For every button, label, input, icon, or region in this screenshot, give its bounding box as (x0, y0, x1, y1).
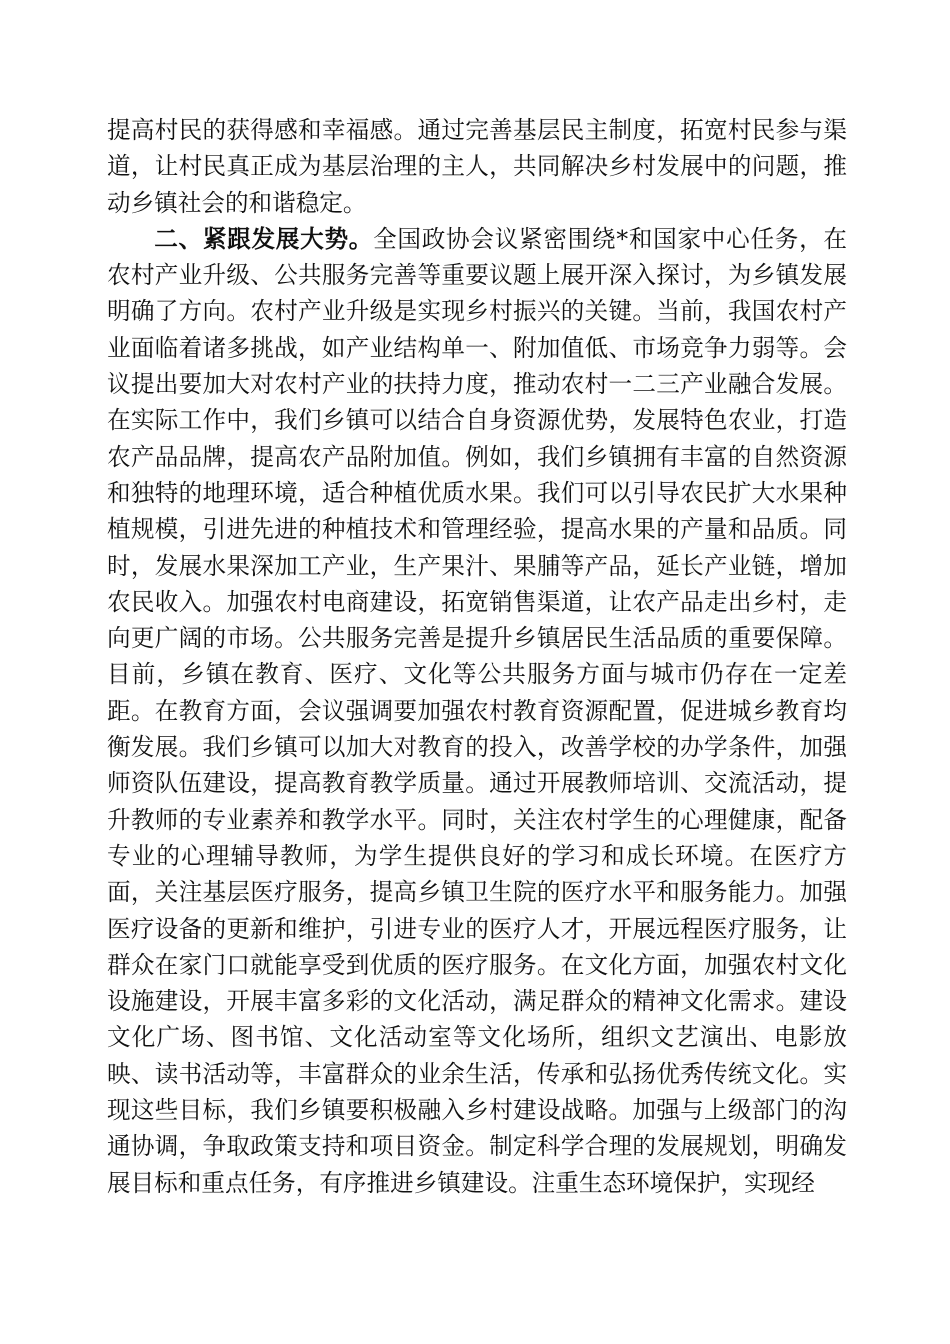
section-heading: 二、紧跟发展大势。 (154, 224, 374, 253)
paragraph-section-2 (107, 221, 847, 1201)
document-body (107, 112, 847, 1201)
paragraph-continuation (107, 112, 847, 221)
paragraph-text: 提高村民的获得感和幸福感。通过完善基层民主制度，拓宽村民参与渠道，让村民真正成为基层治理的主人，共同解决乡村发展中的问题，推动乡镇社会的和谐稳定。 (107, 116, 847, 217)
paragraph-text: 全国政协会议紧密围绕*和国家中心任务，在农村产业升级、公共服务完善等重要议题上展开深入探讨，为乡镇发展明确了方向。农村产业升级是实现乡村振兴的关键。当前，我国农村产业面临着诸多挑战，如产业结构单一、附加值低、市场竞争力弱等。会议提出要加大对农村产业的扶持力度，推动农村一二三产业融合发展。在实际工作中，我们乡镇可以结合自身资源优势，发展特色农业，打造农产品品牌，提高农产品附加值。例如，我们乡镇拥有丰富的自然资源和独特的地理环境，适合种植优质水果。我们可以引导农民扩大水果种植规模，引进先进的种植技术和管理经验，提高水果的产量和品质。同时，发展水果深加工产业，生产果汁、果脯等产品，延长产业链，增加农民收入。加强农村电商建设，拓宽销售渠道，让农产品走出乡村，走向更广阔的市场。公共服务完善是提升乡镇居民生活品质的重要保障。目前，乡镇在教育、医疗、文化等公共服务方面与城市仍存在一定差距。在教育方面，会议强调要加强农村教育资源配置，促进城乡教育均衡发展。我们乡镇可以加大对教育的投入，改善学校的办学条件，加强师资队伍建设，提高教育教学质量。通过开展教师培训、交流活动，提升教师的专业素养和教学水平。同时，关注农村学生的心理健康，配备专业的心理辅导教师，为学生提供良好的学习和成长环境。在医疗方面，关注基层医疗服务，提高乡镇卫生院的医疗水平和服务能力。加强医疗设备的更新和维护，引进专业的医疗人才，开展远程医疗服务，让群众在家门口就能享受到优质的医疗服务。在文化方面，加强农村文化设施建设，开展丰富多彩的文化活动，满足群众的精神文化需求。建设文化广场、图书馆、文化活动室等文化场所，组织文艺演出、电影放映、读书活动等，丰富群众的业余生活，传承和弘扬优秀传统文化。实现这些目标，我们乡镇要积极融入乡村建设战略。加强与上级部门的沟通协调，争取政策支持和项目资金。制定科学合理的发展规划，明确发展目标和重点任务，有序推进乡镇建设。注重生态环境保护，实现经 (107, 224, 848, 1197)
